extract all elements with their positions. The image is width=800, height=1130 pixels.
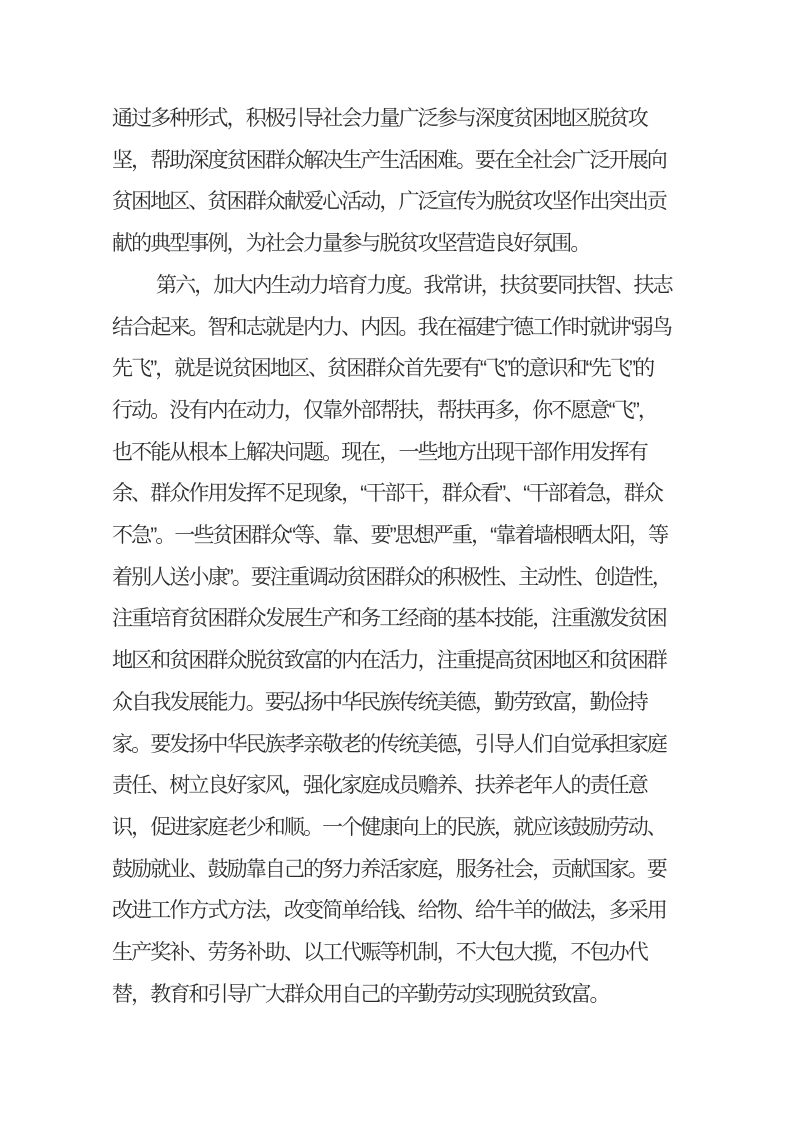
text-line: 替，教育和引导广大群众用自己的辛勤劳动实现脱贫致富。 [112,982,609,1006]
text-line: 结合起来。智和志就是内力、内因。我在福建宁德工作时就讲“弱鸟 [112,315,671,339]
text-line: 家。要发扬中华民族孝亲敬老的传统美德，引导人们自觉承担家庭 [112,732,666,756]
document-text-block [112,98,692,1015]
text-line: 责任、树立良好家风，强化家庭成员赡养、扶养老年人的责任意 [112,774,647,798]
text-line: 余、群众作用发挥不足现象，“干部干，群众看”、“干部着急，群众 [112,482,663,506]
text-line: 也不能从根本上解决问题。现在，一些地方出现干部作用发挥有 [112,440,647,464]
text-line: 众自我发展能力。要弘扬中华民族传统美德，勤劳致富，勤俭持 [112,690,647,714]
text-line: 改进工作方式方法，改变简单给钱、给物、给牛羊的做法，多采用 [112,899,666,923]
text-line: 通过多种形式，积极引导社会力量广泛参与深度贫困地区脱贫攻 [112,107,647,130]
text-line: 坚，帮助深度贫困群众解决生产生活困难。要在全社会广泛开展向 [112,148,666,172]
text-line: 着别人送小康”。要注重调动贫困群众的积极性、主动性、创造性， [112,565,671,589]
text-line: 不急”。一些贫困群众“等、靠、要”思想严重，“靠着墙根晒太阳，等 [112,524,668,548]
text-line: 献的典型事例，为社会力量参与脱贫攻坚营造良好氛围。 [112,232,590,256]
text-line: 行动。没有内在动力，仅靠外部帮扶，帮扶再多，你不愿意“飞”， [112,398,657,422]
text-line: 贫困地区、贫困群众献爱心活动，广泛宣传为脱贫攻坚作出突出贡 [112,190,666,214]
text-line: 地区和贫困群众脱贫致富的内在活力，注重提高贫困地区和贫困群 [112,649,666,673]
text-line: 识，促进家庭老少和顺。一个健康向上的民族，就应该鼓励劳动、 [112,815,666,839]
text-line-paragraph-start: 第六，加大内生动力培育力度。我常讲，扶贫要同扶智、扶志 [156,273,672,297]
text-line: 注重培育贫困群众发展生产和务工经商的基本技能，注重激发贫困 [112,607,666,631]
text-line: 鼓励就业、鼓励靠自己的努力养活家庭，服务社会，贡献国家。要 [112,857,666,881]
text-line: 生产奖补、劳务补助、以工代赈等机制，不大包大揽，不包办代 [112,941,647,965]
text-line: 先飞”，就是说贫困地区、贫困群众首先要有“飞”的意识和“先飞”的 [112,357,654,381]
